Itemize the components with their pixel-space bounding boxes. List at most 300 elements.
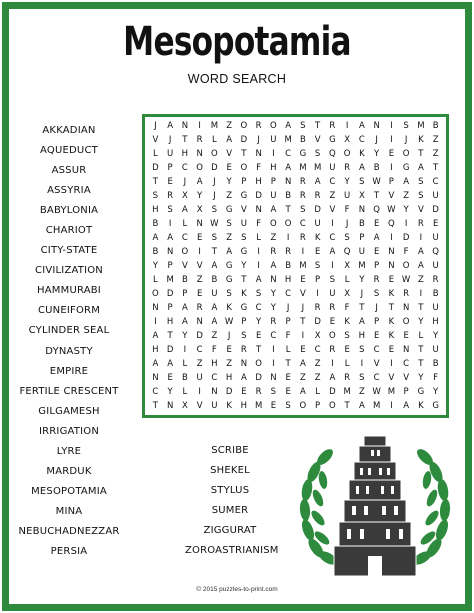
grid-letter: Z <box>432 135 439 145</box>
grid-letter: D <box>225 387 233 397</box>
letter-grid <box>142 114 449 418</box>
word-list-item: ZOROASTRIANISM <box>185 545 279 557</box>
grid-letter: A <box>285 121 292 131</box>
grid-letter: C <box>314 345 321 355</box>
grid-letter: K <box>359 149 365 159</box>
grid-letter: T <box>152 401 158 411</box>
grid-letter: C <box>358 135 365 145</box>
grid-letter: Y <box>256 317 262 327</box>
grid-letter: P <box>167 163 173 173</box>
grid-letter: C <box>181 233 188 243</box>
grid-letter: N <box>402 345 410 355</box>
grid-letter: Z <box>226 191 233 201</box>
grid-letter: G <box>225 205 233 215</box>
grid-letter: N <box>196 149 203 159</box>
grid-letter: O <box>196 163 203 173</box>
grid-letter: I <box>257 261 260 271</box>
grid-letter: E <box>344 345 350 355</box>
grid-letter: P <box>403 387 409 397</box>
grid-letter: E <box>300 345 306 355</box>
grid-letter: A <box>299 387 306 397</box>
grid-letter: A <box>373 233 380 243</box>
grid-letter: N <box>358 205 366 215</box>
grid-letter: U <box>211 401 218 411</box>
grid-letter: S <box>285 401 291 411</box>
grid-letter: N <box>211 387 218 397</box>
grid-letter: E <box>388 345 395 355</box>
grid-letter: N <box>388 247 395 257</box>
grid-letter: R <box>270 247 277 257</box>
grid-letter: J <box>257 135 260 145</box>
grid-letter: Z <box>270 233 277 243</box>
grid-letter: W <box>372 387 381 397</box>
grid-letter: O <box>270 219 277 229</box>
grid-letter: I <box>331 219 334 229</box>
grid-letter: I <box>316 289 319 299</box>
grid-letter: F <box>403 247 409 257</box>
grid-letter: D <box>166 345 174 355</box>
word-list-item: BABYLONIA <box>39 205 99 217</box>
grid-letter: E <box>255 331 262 341</box>
grid-letter: S <box>314 149 321 159</box>
grid-letter: N <box>284 177 292 187</box>
word-list-item: CIVILIZATION <box>35 265 103 277</box>
grid-letter: N <box>166 247 174 257</box>
grid-letter: I <box>272 359 275 369</box>
grid-letter: A <box>329 247 336 257</box>
grid-letter: K <box>314 233 321 243</box>
grid-letter: A <box>181 205 188 215</box>
grid-letter: D <box>240 135 248 145</box>
grid-letter: S <box>226 289 232 299</box>
grid-letter: S <box>418 177 424 187</box>
grid-letter: G <box>432 401 439 411</box>
grid-letter: S <box>359 345 365 355</box>
grid-letter: J <box>345 219 349 229</box>
grid-letter: L <box>344 275 350 285</box>
grid-letter: O <box>402 317 410 327</box>
grid-letter: I <box>345 121 349 131</box>
grid-letter: I <box>301 247 305 257</box>
grid-letter: I <box>390 359 393 369</box>
grid-letter: P <box>270 177 276 187</box>
grid-letter: C <box>196 345 203 355</box>
grid-letter: C <box>373 373 380 383</box>
word-list-item: SCRIBE <box>211 445 249 456</box>
grid-letter: I <box>301 331 305 341</box>
grid-letter: R <box>285 247 292 257</box>
grid-letter: A <box>403 177 410 187</box>
grid-letter: Z <box>314 359 321 369</box>
grid-letter: Z <box>196 275 203 285</box>
grid-letter: R <box>344 373 351 383</box>
grid-letter: E <box>167 373 173 383</box>
grid-letter: S <box>373 289 380 299</box>
grid-letter: P <box>285 317 291 327</box>
grid-letter: S <box>211 205 218 215</box>
grid-letter: T <box>344 401 350 411</box>
grid-letter: Q <box>343 247 351 257</box>
grid-letter: U <box>314 219 321 229</box>
grid-letter: P <box>241 177 247 187</box>
grid-letter: V <box>329 205 336 215</box>
grid-letter: V <box>388 191 395 201</box>
grid-letter: X <box>181 401 188 411</box>
grid-letter: B <box>152 247 159 257</box>
grid-letter: F <box>256 219 262 229</box>
grid-letter: O <box>240 163 248 173</box>
grid-letter: W <box>224 317 234 327</box>
grid-letter: S <box>359 177 365 187</box>
grid-letter: P <box>315 275 321 285</box>
grid-letter: L <box>315 387 320 397</box>
grid-letter: H <box>270 163 277 173</box>
grid-letter: M <box>299 261 307 271</box>
grid-letter: R <box>417 219 424 229</box>
grid-letter: L <box>344 359 350 369</box>
grid-letter: N <box>402 303 410 313</box>
grid-letter: Y <box>197 191 203 201</box>
grid-letter: A <box>417 261 424 271</box>
grid-letter: C <box>285 289 292 299</box>
grid-letter: T <box>418 359 424 369</box>
grid-letter: J <box>227 331 231 341</box>
grid-letter: F <box>285 331 291 341</box>
grid-letter: R <box>255 121 262 131</box>
grid-letter: E <box>432 219 439 229</box>
grid-letter: O <box>299 401 307 411</box>
grid-letter: J <box>404 135 408 145</box>
grid-letter: L <box>285 345 291 355</box>
grid-letter: V <box>226 149 233 159</box>
grid-letter: E <box>403 331 409 341</box>
grid-letter: Y <box>418 373 424 383</box>
grid-letter: W <box>401 275 411 285</box>
grid-letter: I <box>154 317 157 327</box>
grid-letter: B <box>285 191 292 201</box>
grid-letter: V <box>403 373 410 383</box>
grid-letter: A <box>226 247 233 257</box>
grid-letter: A <box>196 177 203 187</box>
grid-letter: O <box>270 121 277 131</box>
grid-letter: C <box>270 331 277 341</box>
grid-letter: V <box>314 135 321 145</box>
grid-letter: U <box>432 345 439 355</box>
grid-letter: E <box>373 219 380 229</box>
grid-letter: Z <box>329 191 336 201</box>
grid-letter: T <box>211 247 217 257</box>
grid-letter: C <box>432 177 439 187</box>
grid-letter: B <box>358 219 365 229</box>
grid-letter: I <box>198 247 201 257</box>
grid-letter: A <box>167 121 174 131</box>
grid-letter: P <box>182 289 188 299</box>
grid-letter: Y <box>182 331 188 341</box>
grid-letter: I <box>331 261 334 271</box>
grid-letter: A <box>255 275 262 285</box>
grid-letter: H <box>358 331 366 341</box>
grid-letter: S <box>359 373 365 383</box>
grid-letter: A <box>299 359 306 369</box>
grid-letter: H <box>432 317 439 327</box>
grid-letter: P <box>388 177 394 187</box>
copyright-notice: © 2015 puzzles-to-print.com <box>196 586 278 593</box>
grid-letter: K <box>418 135 424 145</box>
grid-letter: P <box>167 303 173 313</box>
grid-letter: D <box>402 233 410 243</box>
grid-letter: U <box>358 247 365 257</box>
grid-letter: R <box>403 289 410 299</box>
grid-letter: S <box>418 191 424 201</box>
grid-letter: P <box>374 261 380 271</box>
grid-letter: A <box>167 359 174 369</box>
grid-letter: V <box>181 261 188 271</box>
grid-letter: Y <box>226 177 232 187</box>
grid-letter: Q <box>373 205 380 215</box>
grid-letter: O <box>329 331 336 341</box>
grid-letter: E <box>300 275 306 285</box>
grid-letter: R <box>299 177 306 187</box>
grid-letter: O <box>211 149 218 159</box>
grid-letter: J <box>286 303 290 313</box>
grid-letter: G <box>417 387 425 397</box>
grid-letter: V <box>388 373 395 383</box>
grid-letter: Y <box>433 331 439 341</box>
grid-letter: R <box>329 303 336 313</box>
grid-letter: F <box>433 373 439 383</box>
grid-letter: S <box>344 233 350 243</box>
grid-letter: E <box>196 289 203 299</box>
grid-letter: L <box>182 219 188 229</box>
grid-letter: E <box>196 233 203 243</box>
grid-letter: H <box>255 177 262 187</box>
grid-letter: D <box>432 205 439 215</box>
grid-letter: I <box>272 149 275 159</box>
grid-letter: P <box>241 317 247 327</box>
grid-letter: Y <box>374 149 380 159</box>
grid-letter: U <box>240 219 247 229</box>
grid-letter: S <box>226 219 232 229</box>
grid-letter: U <box>211 289 218 299</box>
word-list-item: FERTILE CRESCENT <box>19 385 119 397</box>
grid-letter: X <box>314 331 321 341</box>
grid-letter: I <box>404 219 408 229</box>
grid-letter: B <box>432 359 439 369</box>
word-list-left <box>12 121 126 562</box>
grid-letter: E <box>329 317 336 327</box>
word-list-item: SHEKEL <box>210 465 250 477</box>
grid-letter: A <box>226 135 233 145</box>
word-list-item: EMPIRE <box>49 365 89 377</box>
grid-letter: M <box>284 135 292 145</box>
grid-letter: D <box>314 205 321 215</box>
grid-letter: E <box>226 163 232 173</box>
grid-letter: E <box>226 345 232 355</box>
grid-letter: R <box>299 191 306 201</box>
grid-letter: R <box>167 191 174 201</box>
grid-letter: C <box>152 387 159 397</box>
grid-letter: O <box>343 149 351 159</box>
ziggurat-tower-with-laurel-wreath-icon <box>296 430 454 588</box>
grid-letter: Y <box>403 205 409 215</box>
grid-letter: U <box>270 135 277 145</box>
grid-letter: Y <box>167 387 173 397</box>
grid-letter: H <box>225 373 233 383</box>
grid-letter: W <box>372 177 381 187</box>
grid-letter: Q <box>432 247 439 257</box>
grid-letter: O <box>152 289 159 299</box>
grid-letter: H <box>166 317 174 327</box>
grid-letter: F <box>256 163 262 173</box>
grid-letter: Y <box>270 303 276 313</box>
grid-letter: G <box>299 149 307 159</box>
grid-letter: O <box>181 247 189 257</box>
grid-letter: S <box>314 261 321 271</box>
grid-letter: B <box>299 135 306 145</box>
grid-letter: I <box>257 247 260 257</box>
grid-letter: B <box>211 275 218 285</box>
grid-letter: J <box>375 135 378 145</box>
grid-letter: C <box>403 359 410 369</box>
grid-letter: S <box>270 387 277 397</box>
word-list-item: AKKADIAN <box>42 125 96 136</box>
grid-letter: S <box>344 331 350 341</box>
word-list-item: IRRIGATION <box>38 425 100 437</box>
word-list-item: STYLUS <box>210 485 250 497</box>
word-list-item: LYRE <box>56 445 82 457</box>
grid-letter: Y <box>418 317 424 327</box>
grid-letter: O <box>329 401 336 411</box>
grid-letter: A <box>152 359 159 369</box>
grid-letter: F <box>211 345 217 355</box>
word-list-item: CHARIOT <box>45 225 93 237</box>
grid-letter: G <box>225 261 233 271</box>
grid-letter: Q <box>329 149 336 159</box>
grid-letter: O <box>402 149 410 159</box>
grid-letter: Z <box>403 191 410 201</box>
grid-letter: T <box>241 149 247 159</box>
grid-letter: M <box>343 387 351 397</box>
grid-letter: M <box>254 401 263 411</box>
grid-letter: X <box>196 205 203 215</box>
grid-letter: T <box>285 359 291 369</box>
grid-letter: A <box>358 317 365 327</box>
grid-letter: N <box>255 149 262 159</box>
grid-letter: Z <box>226 233 233 243</box>
grid-letter: T <box>374 191 380 201</box>
grid-letter: V <box>196 261 203 271</box>
grid-letter: R <box>344 163 351 173</box>
grid-letter: I <box>198 121 201 131</box>
grid-letter: A <box>314 177 321 187</box>
grid-letter: B <box>373 163 380 173</box>
grid-letter: T <box>152 177 158 187</box>
grid-letter: S <box>255 289 262 299</box>
grid-letter: C <box>329 233 336 243</box>
grid-letter: B <box>285 261 292 271</box>
grid-letter: R <box>432 275 439 285</box>
grid-letter: V <box>196 401 203 411</box>
grid-letter: U <box>270 191 277 201</box>
grid-letter: Z <box>358 387 365 397</box>
grid-letter: M <box>358 261 366 271</box>
grid-letter: T <box>285 205 291 215</box>
grid-letter: E <box>285 387 291 397</box>
grid-letter: J <box>183 177 187 187</box>
word-list-item: CYLINDER SEAL <box>28 325 110 337</box>
grid-letter: N <box>196 219 203 229</box>
grid-letter: S <box>152 191 159 201</box>
grid-letter: A <box>181 317 188 327</box>
grid-letter: A <box>329 373 336 383</box>
grid-letter: C <box>285 149 292 159</box>
grid-letter: H <box>181 149 189 159</box>
grid-letter: T <box>315 121 321 131</box>
grid-letter: U <box>196 373 203 383</box>
grid-letter: X <box>344 261 351 271</box>
grid-letter: S <box>241 331 247 341</box>
grid-letter: L <box>153 149 158 159</box>
grid-letter: G <box>402 163 410 173</box>
grid-letter: N <box>270 275 277 285</box>
grid-letter: J <box>213 177 216 187</box>
grid-letter: C <box>373 345 380 355</box>
grid-letter: J <box>213 191 216 201</box>
grid-letter: P <box>359 233 365 243</box>
grid-letter: Z <box>211 331 218 341</box>
grid-letter: U <box>329 163 336 173</box>
grid-letter: I <box>390 135 393 145</box>
word-list-right <box>185 441 279 561</box>
grid-letter: T <box>418 345 424 355</box>
grid-letter: T <box>256 345 262 355</box>
grid-letter: O <box>402 261 410 271</box>
grid-letter: I <box>168 219 172 229</box>
grid-letter: B <box>432 121 439 131</box>
grid-letter: V <box>373 359 380 369</box>
grid-letter: T <box>418 303 424 313</box>
grid-letter: A <box>152 233 159 243</box>
grid-letter: V <box>240 205 247 215</box>
grid-letter: N <box>152 373 159 383</box>
grid-letter: Z <box>226 121 233 131</box>
grid-letter: C <box>211 373 218 383</box>
grid-letter: Y <box>270 289 276 299</box>
grid-letter: I <box>331 359 334 369</box>
grid-letter: R <box>255 387 262 397</box>
grid-letter: I <box>419 233 423 243</box>
grid-letter: M <box>372 401 381 411</box>
grid-letter: C <box>181 163 188 173</box>
grid-letter: I <box>272 345 275 355</box>
grid-letter: E <box>388 149 395 159</box>
grid-letter: E <box>270 401 277 411</box>
grid-letter: A <box>270 261 277 271</box>
grid-letter: N <box>240 359 248 369</box>
grid-letter: V <box>417 205 424 215</box>
grid-letter: G <box>240 247 248 257</box>
page-title: Mesopotamia <box>123 19 351 65</box>
grid-letter: Z <box>299 373 306 383</box>
grid-letter: X <box>181 191 188 201</box>
grid-letter: I <box>419 289 423 299</box>
grid-letter: U <box>167 149 174 159</box>
grid-letter: L <box>182 387 188 397</box>
grid-letter: J <box>168 135 172 145</box>
grid-letter: F <box>344 303 350 313</box>
grid-letter: Y <box>152 261 158 271</box>
grid-letter: N <box>181 121 189 131</box>
